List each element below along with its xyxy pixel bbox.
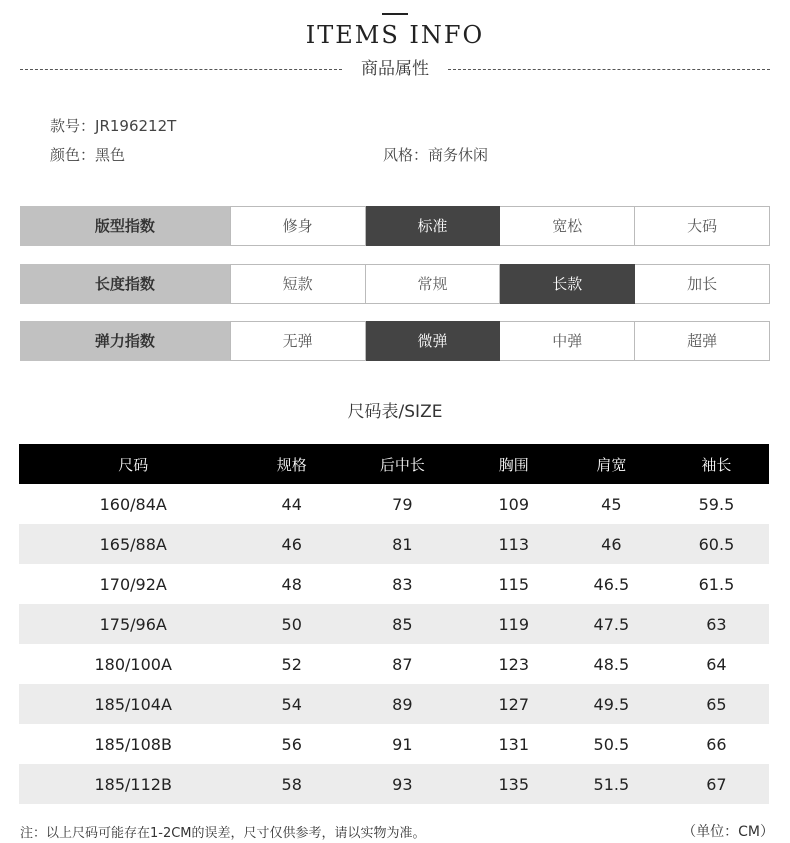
column-header: 规格 — [247, 444, 336, 484]
rating-option: 修身 — [230, 206, 366, 246]
footer-unit: （单位：CM） — [682, 824, 774, 840]
table-row — [19, 484, 769, 524]
table-cell: 180/100A — [94, 654, 172, 674]
table-row — [19, 524, 769, 564]
table-cell: 65 — [664, 684, 769, 724]
size-table-title: 尺码表/SIZE — [347, 402, 443, 422]
table-cell: 185/108B — [94, 734, 172, 754]
rating-option-selected: 长款 — [500, 264, 635, 304]
column-header: 肩宽 — [559, 444, 664, 484]
table-cell: 91 — [392, 734, 413, 754]
table-row — [19, 644, 769, 684]
table-cell: 50 — [247, 604, 336, 644]
table-cell: 59.5 — [698, 494, 735, 514]
style-label: 风格： — [383, 146, 429, 164]
table-cell: 47.5 — [559, 604, 664, 644]
table-cell: 85 — [336, 604, 469, 644]
rating-option: 大码 — [635, 206, 770, 246]
table-cell: 79 — [392, 494, 413, 514]
code-value: JR196212T — [95, 117, 177, 135]
rating-option: 宽松 — [500, 206, 635, 246]
table-cell: 135 — [469, 764, 559, 804]
table-cell: 49.5 — [559, 684, 664, 724]
table-row — [19, 764, 769, 804]
title-cn-row — [20, 56, 770, 82]
rating-option: 常规 — [366, 264, 501, 304]
column-header: 尺码 — [19, 444, 247, 484]
title-cn: 商品属性 — [361, 59, 429, 79]
table-cell: 46 — [247, 524, 336, 564]
table-cell: 61.5 — [698, 574, 735, 594]
column-header: 袖长 — [664, 444, 769, 484]
info-row-color-style — [50, 141, 750, 170]
table-cell: 160/84A — [99, 494, 167, 514]
table-cell: 127 — [469, 684, 559, 724]
table-row — [19, 684, 769, 724]
decorative-bar — [382, 13, 408, 15]
rating-option: 加长 — [635, 264, 770, 304]
rating-option: 短款 — [230, 264, 366, 304]
table-cell: 165/88A — [19, 524, 247, 564]
size-table-header — [19, 444, 769, 484]
table-cell: 54 — [247, 684, 336, 724]
product-info — [50, 112, 750, 170]
rating-option: 无弹 — [230, 321, 366, 361]
table-cell: 131 — [498, 734, 530, 754]
table-cell: 83 — [392, 574, 413, 594]
table-cell: 185/112B — [19, 764, 247, 804]
column-header: 后中长 — [336, 444, 469, 484]
table-row — [19, 604, 769, 644]
table-cell: 66 — [706, 734, 727, 754]
rating-fit — [20, 206, 770, 246]
table-cell: 45 — [601, 494, 622, 514]
title-en: ITEMS INFO — [305, 21, 485, 49]
table-cell: 64 — [706, 654, 727, 674]
size-table — [19, 444, 769, 804]
header — [0, 0, 790, 90]
table-cell: 109 — [498, 494, 530, 514]
table-cell: 93 — [336, 764, 469, 804]
code-label: 款号： — [50, 117, 96, 135]
color-label: 颜色： — [50, 146, 96, 164]
rating-label: 弹力指数 — [20, 321, 230, 361]
table-cell: 46.5 — [593, 574, 630, 594]
rating-length — [20, 264, 770, 304]
table-cell: 50.5 — [593, 734, 630, 754]
rating-elasticity — [20, 321, 770, 361]
table-cell: 67 — [664, 764, 769, 804]
rating-label: 长度指数 — [20, 264, 230, 304]
table-cell: 170/92A — [99, 574, 167, 594]
style-value: 商务休闲 — [428, 146, 489, 164]
table-cell: 52 — [281, 654, 302, 674]
rating-option: 中弹 — [500, 321, 635, 361]
table-cell: 46 — [559, 524, 664, 564]
style-info — [383, 141, 488, 170]
footer-note: 注：以上尺码可能存在1-2CM的误差，尺寸仅供参考，请以实物为准。 — [20, 826, 426, 841]
table-cell: 60.5 — [664, 524, 769, 564]
table-cell: 63 — [664, 604, 769, 644]
rating-option-selected: 标准 — [366, 206, 501, 246]
table-cell: 115 — [498, 574, 530, 594]
table-cell: 113 — [469, 524, 559, 564]
color-value: 黑色 — [95, 146, 126, 164]
rating-label: 版型指数 — [20, 206, 230, 246]
table-cell: 58 — [247, 764, 336, 804]
rating-option-selected: 微弹 — [366, 321, 501, 361]
info-row-code — [50, 112, 750, 141]
table-cell: 48 — [281, 574, 302, 594]
table-cell: 56 — [281, 734, 302, 754]
table-cell: 123 — [498, 654, 530, 674]
table-cell: 89 — [336, 684, 469, 724]
table-cell: 119 — [469, 604, 559, 644]
table-cell: 44 — [281, 494, 302, 514]
table-cell: 185/104A — [19, 684, 247, 724]
table-cell: 48.5 — [593, 654, 630, 674]
table-row — [19, 724, 769, 764]
table-cell: 175/96A — [19, 604, 247, 644]
table-cell: 87 — [392, 654, 413, 674]
table-row — [19, 564, 769, 604]
rating-option: 超弹 — [635, 321, 770, 361]
table-cell: 81 — [336, 524, 469, 564]
table-cell: 51.5 — [559, 764, 664, 804]
column-header: 胸围 — [469, 444, 559, 484]
